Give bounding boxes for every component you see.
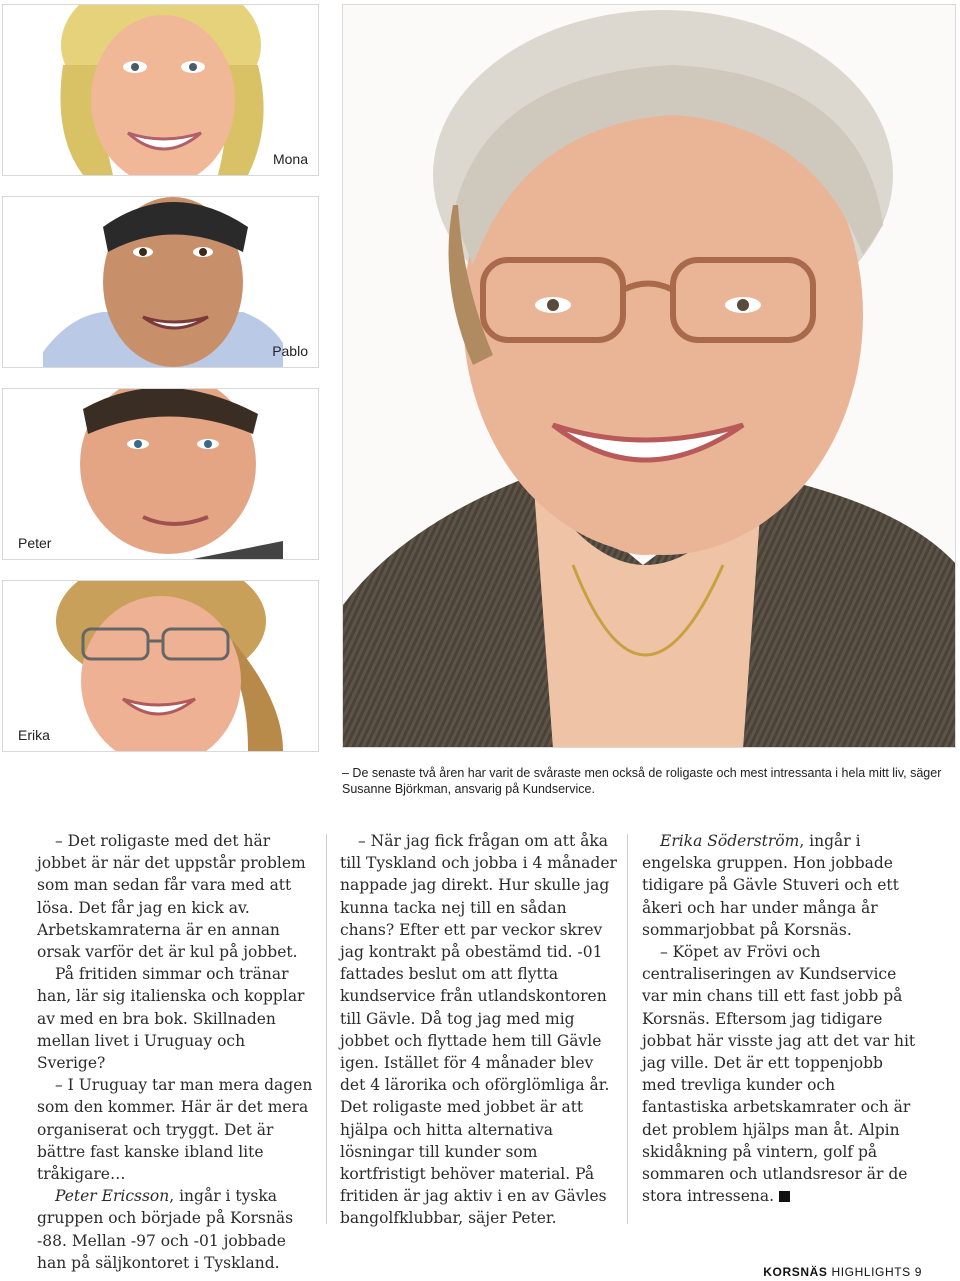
person-name: Erika Söderström: [660, 832, 800, 850]
paragraph: – Det roligaste med det här jobbet är när det uppstår problem som man sedan får vara med att lösa. Det får jag en kick av. Arbetskamraterna är en annan orsak varför det är kul på jobbet.: [37, 832, 306, 962]
thumbnail-peter: [2, 388, 319, 560]
column-divider: [326, 834, 327, 1224]
photo-caption: – De senaste två åren har varit de svåraste men också de roligaste och mest intressanta i hela mitt liv, säger Susanne Björkman, ansvarig på Kundservice.: [342, 766, 942, 796]
paragraph-text: , ingår i engelska gruppen. Hon jobbade tidigare på Gävle Stuveri och ett åkeri och har under många år sommarjobbat på Korsnäs.: [642, 832, 899, 939]
portrait-photo-peter: [43, 389, 283, 559]
footer-brand: KORSNÄS: [763, 1265, 828, 1279]
portrait-photo-susanne: [343, 5, 956, 748]
paragraph: – När jag fick frågan om att åka till Tyskland och jobba i 4 månader nappade jag direkt. Hur skulle jag kunna tacka nej till en sådan chans? Efter ett par veckor skrev jag kontrakt på obestämd tid. -01 fattades beslut om att flytta kundservice från utlandskontoren till Gävle. Då tog jag med mig jobbet och flyttade hem till Gävle igen. Istället för 4 månader blev det 4 lärorika och oförglömliga år. Det roligaste med jobbet är att hjälpa och hitta alternativa lösningar till kunder som kortfristigt behöver material. På fritiden är jag aktiv i en av Gävles bangolfklubbar, säjer Peter.: [340, 832, 617, 1228]
thumbnail-name: Peter: [18, 535, 52, 551]
paragraph: – I Uruguay tar man mera dagen som den kommer. Här är det mera organiserat och tryggt. Det är bättre fast kanske ibland lite tråkigare…: [37, 1076, 313, 1184]
portrait-photo-erika: [43, 581, 283, 751]
portrait-photo-mona: [43, 5, 283, 175]
article-column-2: [340, 830, 618, 1230]
paragraph: På fritiden simmar och tränar han, lär sig italienska och kopplar av med en bra bok. Skillnaden mellan livet i Uruguay och Sverige?: [37, 965, 305, 1073]
thumbnail-pablo: [2, 196, 319, 368]
person-name: Peter Ericsson: [55, 1187, 170, 1206]
paragraph-text: – Köpet av Frövi och centraliseringen av Kundservice var min chans till ett fast jobb på Korsnäs. Eftersom jag tidigare jobbat här visste jag att det var hit jag ville. Det är ett toppenjobb med trevliga kunder och fantastiska arbetskamrater och är det problem hjälps man åt. Alpin skidåkning på vintern, golf på sommaren och utlandsresor är de stora intressena.: [642, 943, 916, 1206]
main-portrait: [342, 4, 956, 748]
article-column-1: [37, 830, 315, 1274]
thumbnail-mona: [2, 4, 319, 176]
page-number: 9: [914, 1265, 922, 1279]
thumbnail-name: Pablo: [272, 343, 308, 359]
thumbnail-erika: [2, 580, 319, 752]
paragraph-text: , ingår i tyska gruppen och började på Korsnäs -88. Mellan -97 och -01 jobbade han på säljkontoret i Tyskland.: [37, 1187, 294, 1272]
thumbnail-name: Erika: [18, 727, 50, 743]
portrait-photo-pablo: [43, 197, 283, 367]
end-of-article-icon: [779, 1191, 790, 1202]
page-footer: [763, 1265, 922, 1279]
thumbnail-name: Mona: [272, 151, 308, 167]
paragraph: [642, 941, 920, 1207]
article-column-3: [642, 830, 920, 1207]
column-divider: [627, 834, 628, 1224]
paragraph: [642, 830, 920, 941]
paragraph: [37, 1185, 315, 1274]
footer-section: HIGHLIGHTS: [831, 1265, 911, 1279]
